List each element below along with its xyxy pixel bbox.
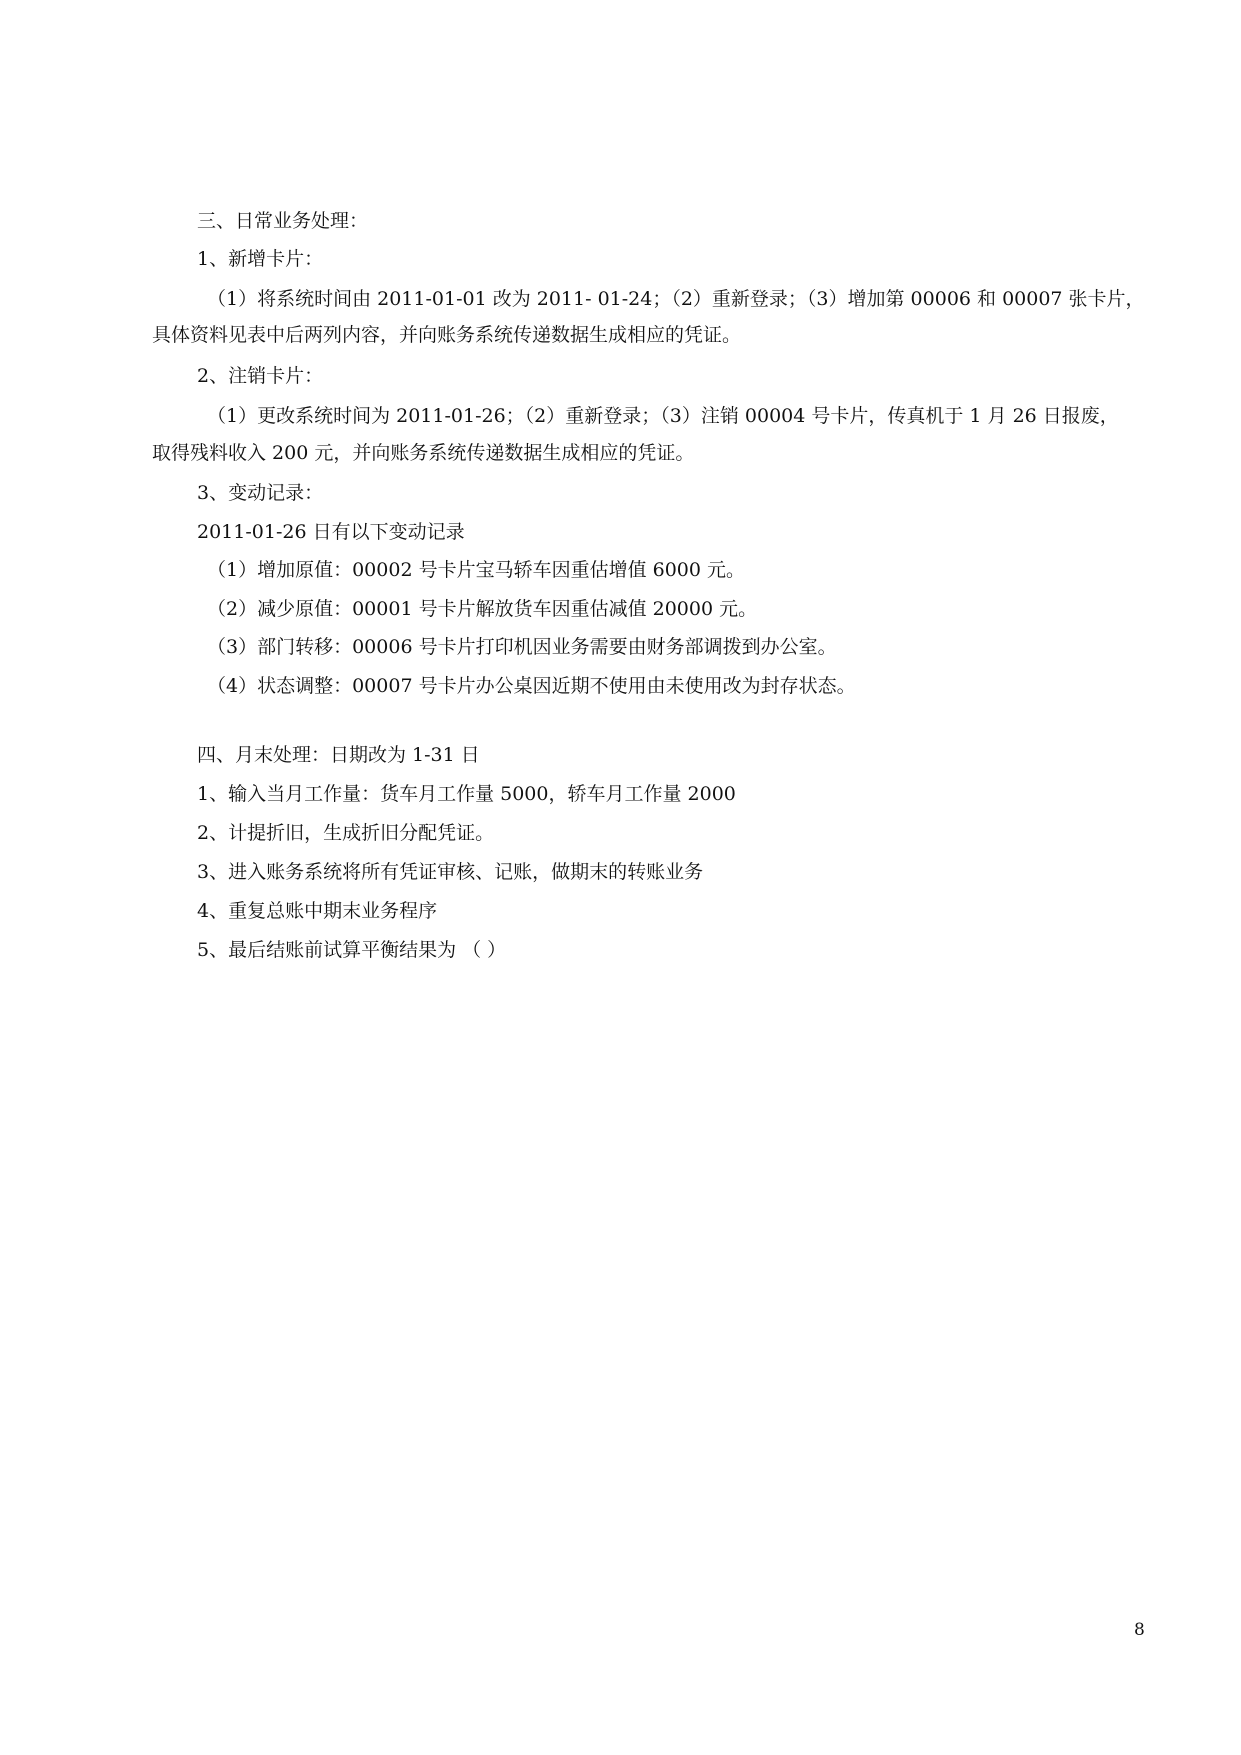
item1-line2: 具体资料见表中后两列内容，并向账务系统传递数据生成相应的凭证。	[152, 324, 742, 346]
change-item: （4）状态调整：00007 号卡片办公桌因近期不使用由未使用改为封存状态。	[207, 675, 856, 697]
item3-title: 3、变动记录：	[197, 482, 324, 504]
step-item: 5、最后结账前试算平衡结果为 （ ）	[197, 939, 507, 961]
step-item: 3、进入账务系统将所有凭证审核、记账，做期末的转账业务	[197, 861, 704, 883]
item2-line2: 取得残料收入 200 元，并向账务系统传递数据生成相应的凭证。	[152, 442, 695, 464]
change-item: （2）减少原值：00001 号卡片解放货车因重估减值 20000 元。	[207, 598, 758, 620]
step-item: 2、计提折旧，生成折旧分配凭证。	[197, 822, 495, 844]
section3-heading: 三、日常业务处理：	[197, 210, 369, 232]
item2-line1: （1）更改系统时间为 2011-01-26；（2）重新登录；（3）注销 00004 号卡片，传真机于 1 月 26 日报废，	[207, 405, 1119, 427]
item1-title: 1、新增卡片：	[197, 248, 324, 270]
item3-intro: 2011-01-26 日有以下变动记录	[197, 521, 465, 543]
item1-line1: （1）将系统时间由 2011-01-01 改为 2011- 01-24；（2）重新登录；（3）增加第 00006 和 00007 张卡片，	[207, 288, 1145, 310]
change-item: （1）增加原值：00002 号卡片宝马轿车因重估增值 6000 元。	[207, 559, 746, 581]
step-item: 1、输入当月工作量：货车月工作量 5000，轿车月工作量 2000	[197, 783, 736, 805]
change-item: （3）部门转移：00006 号卡片打印机因业务需要由财务部调拨到办公室。	[207, 636, 837, 658]
step-item: 4、重复总账中期末业务程序	[197, 900, 438, 922]
section4-heading: 四、月末处理：日期改为 1-31 日	[197, 744, 480, 766]
page-number: 8	[1134, 1620, 1145, 1640]
item2-title: 2、注销卡片：	[197, 365, 324, 387]
